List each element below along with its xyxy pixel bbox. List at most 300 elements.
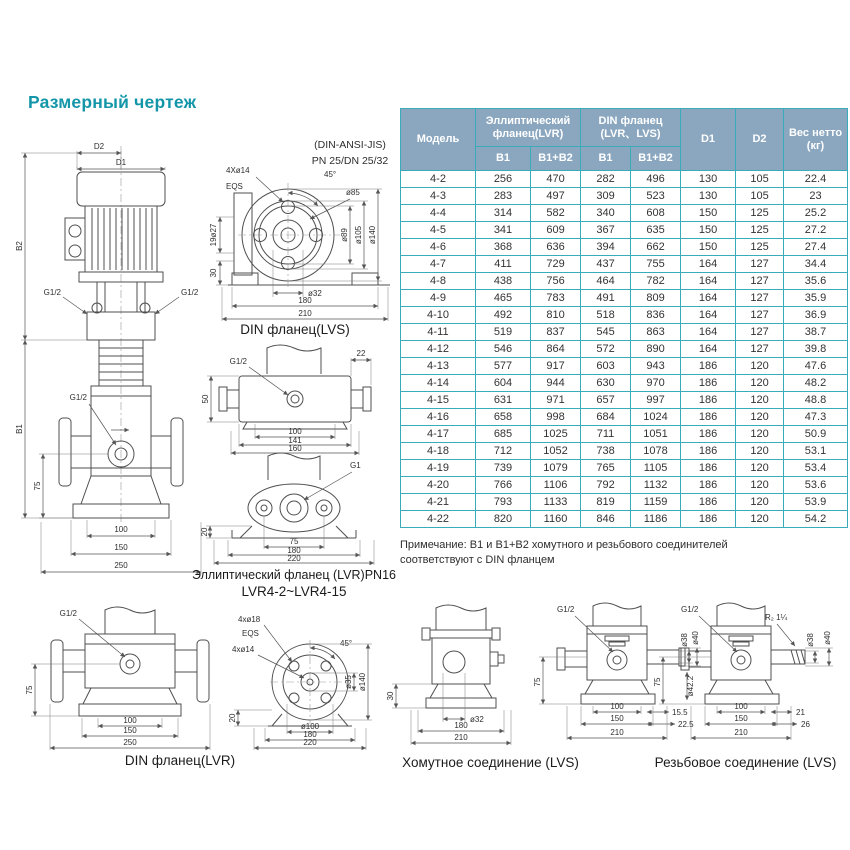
cell-weight: 36.9 [784,307,848,324]
dim-label-eqs: EQS [242,629,259,638]
thread-connection-drawing [653,600,850,750]
dim-label-d1: D1 [115,158,127,167]
dim-label-160: 160 [288,444,302,453]
cell-weight: 47.3 [784,409,848,426]
dim-label-g12-port: G1/2 [69,393,87,402]
dim-label-180: 180 [287,546,301,555]
cell-lvr_b1: 546 [476,341,531,358]
cell-model: 4-14 [401,375,476,392]
cell-lvr_b1: 631 [476,392,531,409]
cell-din_b1b2: 496 [631,171,681,188]
cell-lvr_b1: 577 [476,358,531,375]
dim-label-250: 250 [114,561,128,570]
cell-din_b1: 309 [581,188,631,205]
col-header-d2: D2 [736,109,784,171]
cell-din_b1: 572 [581,341,631,358]
cell-model: 4-13 [401,358,476,375]
cell-din_b1: 340 [581,205,631,222]
elliptical-outline [232,453,356,538]
cell-d1: 186 [681,426,736,443]
cell-lvr_b1b2: 582 [531,205,581,222]
cell-d1: 164 [681,290,736,307]
table-row [401,460,848,477]
dim-label-75: 75 [33,481,42,491]
dim-label-d38: ø38 [680,633,689,647]
dim-label-d105: ø105 [354,225,363,245]
cell-d2: 125 [736,222,784,239]
cell-d1: 186 [681,511,736,528]
table-row [401,205,848,222]
cell-din_b1b2: 755 [631,256,681,273]
cell-d1: 186 [681,494,736,511]
lvr-side-dimensions [25,609,210,750]
cell-lvr_b1b2: 917 [531,358,581,375]
cell-model: 4-9 [401,290,476,307]
cell-din_b1: 603 [581,358,631,375]
elliptical-flange-drawing [198,450,388,566]
cell-d1: 186 [681,409,736,426]
cell-din_b1b2: 1105 [631,460,681,477]
cell-din_b1b2: 863 [631,324,681,341]
dim-label-d32: ø32 [308,289,322,298]
cell-lvr_b1b2: 810 [531,307,581,324]
dim-label-150: 150 [114,543,128,552]
cell-model: 4-5 [401,222,476,239]
cell-din_b1b2: 890 [631,341,681,358]
dim-label-100: 100 [288,427,302,436]
cell-din_b1b2: 1078 [631,443,681,460]
table-row [401,409,848,426]
cell-din_b1b2: 997 [631,392,681,409]
cell-lvr_b1: 438 [476,273,531,290]
dim-label-220: 220 [303,738,317,747]
dim-label-100: 100 [734,702,748,711]
dim-label-210: 210 [454,733,468,742]
cell-weight: 53.9 [784,494,848,511]
cell-d1: 186 [681,460,736,477]
dim-label-180: 180 [303,730,317,739]
table-row [401,188,848,205]
cell-weight: 47.6 [784,358,848,375]
cell-model: 4-15 [401,392,476,409]
cell-lvr_b1b2: 944 [531,375,581,392]
dim-label-d85: ø85 [346,188,360,197]
cell-d1: 130 [681,171,736,188]
cell-lvr_b1: 411 [476,256,531,273]
cell-din_b1: 518 [581,307,631,324]
cell-d2: 125 [736,239,784,256]
lvr-side-outline [51,607,209,716]
dim-label-d422: ø42.2 [686,675,695,697]
cell-lvr_b1b2: 971 [531,392,581,409]
dim-label-d38: ø38 [806,633,815,647]
din-lvr-face-drawing [230,598,382,750]
cell-lvr_b1: 368 [476,239,531,256]
cell-weight: 39.8 [784,341,848,358]
cell-lvr_b1b2: 998 [531,409,581,426]
caption-elliptical-line1: Эллиптический фланец (LVR)PN16 [192,568,396,582]
cell-weight: 34.4 [784,256,848,273]
cell-din_b1b2: 1024 [631,409,681,426]
cell-lvr_b1: 820 [476,511,531,528]
cell-d2: 105 [736,188,784,205]
cell-weight: 53.1 [784,443,848,460]
dim-label-g12: G1/2 [557,605,575,614]
dim-label-155: 15.5 [672,708,688,717]
dim-label-220: 220 [287,554,301,563]
dim-label-26: 26 [801,720,810,729]
cell-model: 4-17 [401,426,476,443]
thread-dimensions [653,605,833,740]
col-header-elliptical-group: Эллиптический фланец(LVR) [476,109,581,147]
cell-lvr_b1b2: 783 [531,290,581,307]
dim-label-g12: G1/2 [229,357,247,366]
table-row [401,256,848,273]
table-row [401,239,848,256]
cell-lvr_b1b2: 636 [531,239,581,256]
caption-thread: Резьбовое соединение (LVS) [654,755,837,770]
dim-label-100: 100 [123,716,137,725]
dim-label-210: 210 [734,728,748,737]
cell-d2: 120 [736,460,784,477]
clamp-side-drawing [388,600,530,750]
cell-d2: 127 [736,324,784,341]
cell-lvr_b1b2: 1079 [531,460,581,477]
cell-d1: 164 [681,341,736,358]
cell-d2: 120 [736,409,784,426]
dim-label-50: 50 [201,394,210,404]
table-row [401,477,848,494]
table-row [401,426,848,443]
page-title: Размерный чертеж [28,92,197,112]
cell-d1: 150 [681,222,736,239]
flange-dimensions [209,166,388,321]
table-row [401,392,848,409]
dim-label-20: 20 [228,713,237,723]
caption-elliptical-line2: LVR4-2~LVR4-15 [241,584,347,599]
cell-lvr_b1: 658 [476,409,531,426]
cell-din_b1: 367 [581,222,631,239]
din-ansi-flange-drawing [200,133,405,321]
table-note: Примечание: B1 и B1+B2 хомутного и резьбового соединителей соответствуют с DIN фланцем [400,539,728,566]
cell-din_b1: 394 [581,239,631,256]
col-header-weight: Вес нетто (кг) [784,109,848,171]
dim-label-250: 250 [123,738,137,747]
dim-label-100: 100 [610,702,624,711]
table-row [401,494,848,511]
dim-label-g12: G1/2 [681,605,699,614]
dim-label-d140: ø140 [358,672,367,692]
cell-lvr_b1b2: 1025 [531,426,581,443]
cell-model: 4-18 [401,443,476,460]
lvr-face-outline [268,640,352,726]
cell-d1: 164 [681,256,736,273]
spec-table [400,108,848,528]
cell-d1: 164 [681,307,736,324]
dim-label-225: 22.5 [678,720,694,729]
col-header-b1b2-lvr: B1+B2 [531,147,581,171]
cell-lvr_b1: 283 [476,188,531,205]
cell-lvr_b1b2: 1133 [531,494,581,511]
table-row [401,171,848,188]
cell-model: 4-3 [401,188,476,205]
table-row [401,273,848,290]
caption-clamp: Хомутное соединение (LVS) [402,755,579,770]
cell-model: 4-12 [401,341,476,358]
cell-d1: 150 [681,239,736,256]
dim-label-180: 180 [298,296,312,305]
dim-label-75: 75 [25,685,34,695]
cell-din_b1: 792 [581,477,631,494]
dim-label-g12-right: G1/2 [181,288,199,297]
table-row [401,341,848,358]
col-header-din-group: DIN фланец (LVR、LVS) [581,109,681,147]
dim-label-4x14: 4Xø14 [226,166,250,175]
cell-lvr_b1: 793 [476,494,531,511]
cell-d2: 120 [736,443,784,460]
cell-weight: 48.8 [784,392,848,409]
cell-d2: 105 [736,171,784,188]
dim-label-d2: D2 [93,142,105,151]
dim-label-g12-left: G1/2 [43,288,61,297]
cell-din_b1: 545 [581,324,631,341]
cell-lvr_b1: 314 [476,205,531,222]
dim-label-eqs: EQS [226,182,243,191]
cell-d1: 164 [681,273,736,290]
cell-din_b1b2: 782 [631,273,681,290]
cell-weight: 53.4 [784,460,848,477]
dim-label-21: 21 [796,708,805,717]
col-header-model: Модель [401,109,476,171]
dim-label-150: 150 [610,714,624,723]
cell-lvr_b1: 712 [476,443,531,460]
cell-lvr_b1: 465 [476,290,531,307]
cell-lvr_b1b2: 1106 [531,477,581,494]
table-row [401,290,848,307]
cell-model: 4-10 [401,307,476,324]
cell-din_b1b2: 635 [631,222,681,239]
cell-weight: 23 [784,188,848,205]
dim-label-210: 210 [610,728,624,737]
cell-d2: 120 [736,494,784,511]
caption-din-lvr: DIN фланец(LVR) [124,753,236,768]
dim-label-d35: ø35 [344,675,353,689]
cell-model: 4-22 [401,511,476,528]
cell-lvr_b1: 492 [476,307,531,324]
lvr-face-dimensions [228,615,372,750]
dim-label-150: 150 [734,714,748,723]
dim-label-g1: G1 [350,461,361,470]
table-row [401,222,848,239]
cell-d2: 120 [736,511,784,528]
cell-d1: 186 [681,358,736,375]
cell-d1: 186 [681,443,736,460]
pump-outline [59,146,183,522]
dim-label-d140: ø140 [368,225,377,245]
cell-lvr_b1: 519 [476,324,531,341]
cell-din_b1: 684 [581,409,631,426]
spec-table-header [401,109,848,171]
cell-d2: 127 [736,273,784,290]
cell-din_b1: 738 [581,443,631,460]
cell-lvr_b1: 766 [476,477,531,494]
cell-din_b1: 711 [581,426,631,443]
cell-weight: 25.2 [784,205,848,222]
cell-din_b1b2: 523 [631,188,681,205]
dim-label-4x14: 4xø14 [232,645,255,654]
table-row [401,511,848,528]
table-row [401,324,848,341]
cell-din_b1b2: 809 [631,290,681,307]
cell-lvr_b1b2: 1052 [531,443,581,460]
cell-lvr_b1b2: 756 [531,273,581,290]
table-row [401,443,848,460]
cell-lvr_b1: 341 [476,222,531,239]
dim-label-22: 22 [356,349,366,358]
cell-d1: 186 [681,392,736,409]
cell-d2: 127 [736,256,784,273]
dim-label-150: 150 [123,726,137,735]
cell-d1: 164 [681,324,736,341]
cell-lvr_b1b2: 470 [531,171,581,188]
dim-label-45deg: 45° [340,639,353,648]
dim-label-d40: ø40 [691,631,700,645]
cell-lvr_b1b2: 609 [531,222,581,239]
cell-d1: 130 [681,188,736,205]
dim-label-75: 75 [289,537,299,546]
cell-weight: 53.6 [784,477,848,494]
table-row [401,307,848,324]
cell-din_b1b2: 943 [631,358,681,375]
cell-lvr_b1: 256 [476,171,531,188]
dim-label-100: 100 [114,525,128,534]
cell-din_b1b2: 1051 [631,426,681,443]
cell-d2: 127 [736,341,784,358]
dim-label-30: 30 [209,268,218,278]
dim-label-d100: ø100 [300,722,320,731]
dim-label-g12: G1/2 [59,609,77,618]
flange-standard-label: (DIN-ANSI-JIS) [314,139,386,151]
cell-model: 4-21 [401,494,476,511]
cell-model: 4-8 [401,273,476,290]
cell-d2: 120 [736,426,784,443]
col-header-d1: D1 [681,109,736,171]
cell-lvr_b1b2: 1160 [531,511,581,528]
cell-model: 4-7 [401,256,476,273]
dim-label-75: 75 [533,677,542,687]
cell-model: 4-4 [401,205,476,222]
elliptical-dimensions [200,461,374,565]
pump-dimensions [15,142,201,574]
cell-din_b1: 819 [581,494,631,511]
caption-din-lvs: DIN фланец(LVS) [240,322,350,337]
cell-d2: 120 [736,358,784,375]
flange-rating-label: PN 25/DN 25/32 [311,155,389,167]
cell-weight: 35.9 [784,290,848,307]
cell-din_b1: 846 [581,511,631,528]
cell-din_b1b2: 662 [631,239,681,256]
cell-model: 4-16 [401,409,476,426]
cell-din_b1b2: 1159 [631,494,681,511]
col-header-b1-lvr: B1 [476,147,531,171]
cell-lvr_b1: 739 [476,460,531,477]
cell-weight: 27.2 [784,222,848,239]
dim-label-45deg: 45° [324,170,337,179]
cell-weight: 48.2 [784,375,848,392]
dim-label-19x27: 19ø27 [209,223,218,247]
cell-d2: 120 [736,477,784,494]
spec-table-body [401,171,848,528]
dim-label-b1: B1 [15,424,24,434]
cell-din_b1b2: 836 [631,307,681,324]
cell-lvr_b1: 604 [476,375,531,392]
cell-din_b1b2: 608 [631,205,681,222]
dim-label-b2: B2 [15,241,24,251]
dim-label-4x18: 4xø18 [238,615,261,624]
cell-din_b1: 464 [581,273,631,290]
cell-weight: 27.4 [784,239,848,256]
cell-model: 4-20 [401,477,476,494]
cell-d1: 150 [681,205,736,222]
cell-model: 4-6 [401,239,476,256]
cell-d2: 127 [736,307,784,324]
cell-d2: 127 [736,290,784,307]
col-header-b1b2-din: B1+B2 [631,147,681,171]
cell-din_b1: 657 [581,392,631,409]
cell-din_b1: 282 [581,171,631,188]
cell-weight: 50.9 [784,426,848,443]
dim-label-210: 210 [298,309,312,318]
cell-d1: 186 [681,375,736,392]
cell-din_b1b2: 1132 [631,477,681,494]
cell-weight: 54.2 [784,511,848,528]
dim-label-rp: R₂ 1¼ [765,613,788,622]
col-header-b1-din: B1 [581,147,631,171]
dim-label-20: 20 [200,527,209,537]
dim-label-d32: ø32 [470,715,484,724]
cell-din_b1: 630 [581,375,631,392]
cell-weight: 38.7 [784,324,848,341]
cell-d2: 120 [736,375,784,392]
table-row [401,375,848,392]
cell-lvr_b1b2: 729 [531,256,581,273]
cell-lvr_b1: 685 [476,426,531,443]
cell-model: 4-11 [401,324,476,341]
cell-lvr_b1b2: 864 [531,341,581,358]
cell-weight: 22.4 [784,171,848,188]
cell-d2: 120 [736,392,784,409]
dim-label-30: 30 [386,691,395,701]
cell-d1: 186 [681,477,736,494]
table-row [401,358,848,375]
clamp-side-outline [422,605,504,708]
cell-din_b1b2: 970 [631,375,681,392]
din-lvs-side-drawing [203,340,383,456]
dim-label-75: 75 [653,677,662,687]
dim-label-141: 141 [288,436,302,445]
pump-dimension-drawing [15,138,215,583]
cell-d2: 125 [736,205,784,222]
cell-din_b1: 437 [581,256,631,273]
cell-lvr_b1b2: 497 [531,188,581,205]
dim-label-d40: ø40 [823,631,832,645]
cell-din_b1: 765 [581,460,631,477]
cell-weight: 35.6 [784,273,848,290]
dim-label-d89: ø89 [340,228,349,242]
cell-lvr_b1b2: 837 [531,324,581,341]
dim-label-180: 180 [454,721,468,730]
cell-model: 4-2 [401,171,476,188]
